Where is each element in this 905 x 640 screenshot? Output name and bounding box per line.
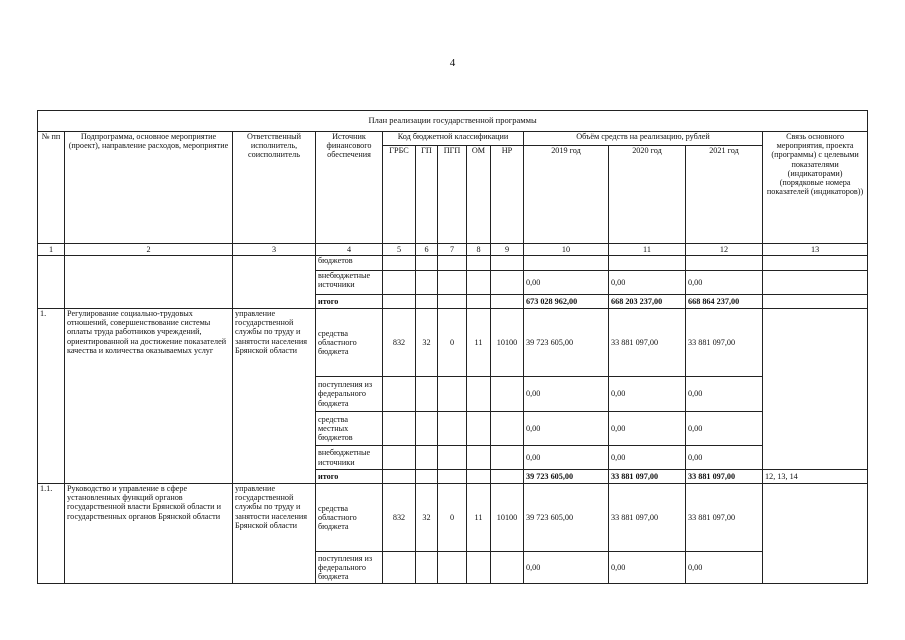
col-number: 5 — [383, 244, 416, 256]
table-row — [38, 484, 868, 552]
header-subprogram: Подпрограмма, основное мероприятие (проект), направление расходов, мероприятие — [65, 132, 233, 244]
source-cell: средства областного бюджета — [316, 484, 383, 552]
header-volume: Объём средств на реализацию, рублей — [524, 132, 763, 146]
activity-name: Регулирование социально-трудовых отношений, совершенствование системы оплаты труда работников учреждений, ориентированной на достижение показателей качества и количества оказываемых услуг — [65, 309, 233, 484]
col-number: 1 — [38, 244, 65, 256]
value-2021: 0,00 — [686, 271, 763, 295]
row-number: 1.1. — [38, 484, 65, 584]
header-source: Источник финансового обеспечения — [316, 132, 383, 244]
table-title: План реализации государственной программы — [38, 111, 868, 132]
header-budget-code: Код бюджетной классификации — [383, 132, 524, 146]
np-cell: 10100 — [491, 484, 524, 552]
value-2021: 33 881 097,00 — [686, 484, 763, 552]
value-2020: 0,00 — [609, 271, 686, 295]
value-2019: 39 723 605,00 — [524, 309, 609, 377]
value-2021: 33 881 097,00 — [686, 309, 763, 377]
np-cell: 10100 — [491, 309, 524, 377]
header-grbs: ГРБС — [383, 146, 416, 244]
source-cell: итого — [316, 470, 383, 484]
program-plan-table — [37, 110, 868, 584]
col-number: 10 — [524, 244, 609, 256]
value-2019: 673 028 962,00 — [524, 295, 609, 309]
row-number: 1. — [38, 309, 65, 484]
value-2019: 0,00 — [524, 271, 609, 295]
table-row — [38, 256, 868, 271]
value-2020: 668 203 237,00 — [609, 295, 686, 309]
value-2021: 33 881 097,00 — [686, 470, 763, 484]
pgp-cell: 0 — [438, 484, 467, 552]
col-number: 4 — [316, 244, 383, 256]
col-number: 12 — [686, 244, 763, 256]
value-2019: 0,00 — [524, 377, 609, 412]
pgp-cell: 0 — [438, 309, 467, 377]
responsible-cell: управление государственной службы по труду и занятости населения Брянской области — [233, 309, 316, 484]
gp-cell: 32 — [416, 484, 438, 552]
value-2021: 0,00 — [686, 552, 763, 584]
grbs-cell: 832 — [383, 309, 416, 377]
activity-name: Руководство и управление в сфере установленных функций органов государственной власти Брянской области и государственных органов Брянской области — [65, 484, 233, 584]
header-2019: 2019 год — [524, 146, 609, 244]
value-2020: 33 881 097,00 — [609, 470, 686, 484]
source-cell: внебюджетные источники — [316, 271, 383, 295]
source-cell: внебюджетные источники — [316, 446, 383, 470]
value-2019: 0,00 — [524, 552, 609, 584]
value-2020: 0,00 — [609, 446, 686, 470]
source-cell: поступления из федерального бюджета — [316, 377, 383, 412]
responsible-cell: управление государственной службы по труду и занятости населения Брянской области — [233, 484, 316, 584]
value-2020: 0,00 — [609, 552, 686, 584]
value-2020: 33 881 097,00 — [609, 484, 686, 552]
header-np: НР — [491, 146, 524, 244]
indicator-link: 12, 13, 14 — [763, 470, 868, 484]
value-2019: 39 723 605,00 — [524, 484, 609, 552]
value-2020: 33 881 097,00 — [609, 309, 686, 377]
col-number: 11 — [609, 244, 686, 256]
col-number: 8 — [467, 244, 491, 256]
value-2019: 0,00 — [524, 446, 609, 470]
col-number: 3 — [233, 244, 316, 256]
om-cell: 11 — [467, 309, 491, 377]
header-gp: ГП — [416, 146, 438, 244]
header-2021: 2021 год — [686, 146, 763, 244]
source-cell: итого — [316, 295, 383, 309]
value-2021: 0,00 — [686, 446, 763, 470]
header-num: № пп — [38, 132, 65, 244]
header-link: Связь основного мероприятия, проекта (программы) с целевыми показателями (индикаторами) (порядковые номера показателей (индикаторов)) — [763, 132, 868, 244]
value-2020: 0,00 — [609, 377, 686, 412]
value-2019: 39 723 605,00 — [524, 470, 609, 484]
header-pgp: ПГП — [438, 146, 467, 244]
value-2019: 0,00 — [524, 412, 609, 446]
value-2020: 0,00 — [609, 412, 686, 446]
header-om: ОМ — [467, 146, 491, 244]
source-cell: средства областного бюджета — [316, 309, 383, 377]
source-cell: бюджетов — [316, 256, 383, 271]
source-cell: поступления из федерального бюджета — [316, 552, 383, 584]
col-number: 9 — [491, 244, 524, 256]
col-number: 2 — [65, 244, 233, 256]
col-number: 13 — [763, 244, 868, 256]
source-cell: средства местных бюджетов — [316, 412, 383, 446]
value-2021: 668 864 237,00 — [686, 295, 763, 309]
page-number: 4 — [449, 57, 456, 69]
om-cell: 11 — [467, 484, 491, 552]
value-2021: 0,00 — [686, 412, 763, 446]
header-responsible: Ответственный исполнитель, соисполнитель — [233, 132, 316, 244]
table-row — [38, 309, 868, 377]
col-number: 7 — [438, 244, 467, 256]
col-number: 6 — [416, 244, 438, 256]
grbs-cell: 832 — [383, 484, 416, 552]
header-2020: 2020 год — [609, 146, 686, 244]
gp-cell: 32 — [416, 309, 438, 377]
value-2021: 0,00 — [686, 377, 763, 412]
